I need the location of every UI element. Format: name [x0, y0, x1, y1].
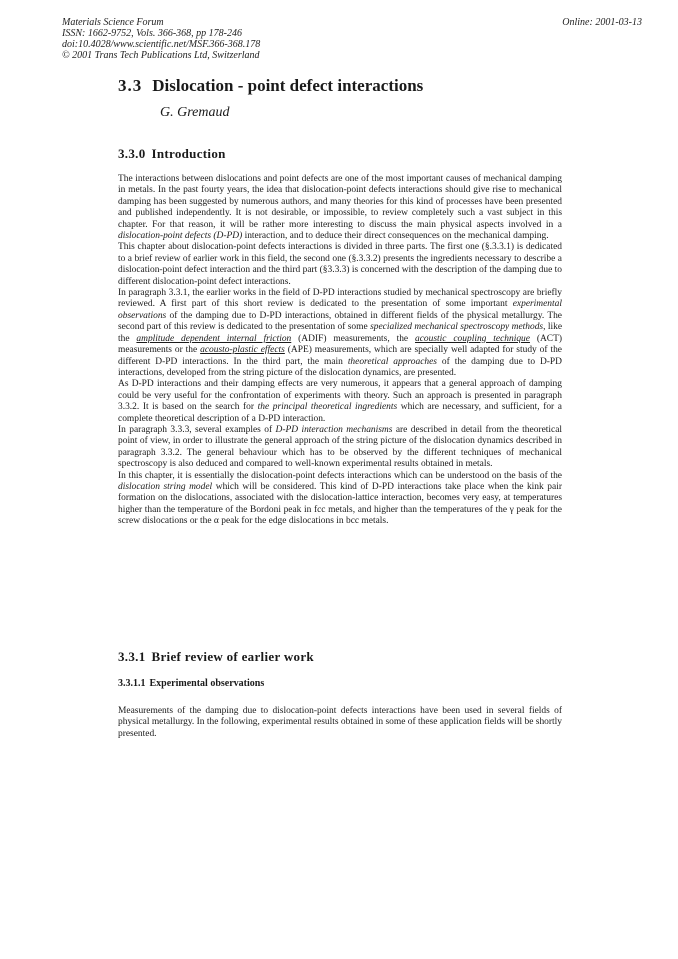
intro-heading-number: 3.3.0 [118, 146, 146, 161]
subsection-number: 3.3.1.1 [118, 678, 146, 689]
intro-paragraph-5: In paragraph 3.3.3, several examples of D-PD interaction mechanisms are described in detail from the theoretical point of view, in order to illustrate the general approach of the string picture of the dislocation dynamics described in paragraph 3.3.2. The general behaviour which has to be observed by the different techniques of mechanical spectroscopy is also deduced and compared to well-known experimental results obtained in metals. [118, 424, 562, 470]
journal-name: Materials Science Forum [62, 17, 164, 28]
intro-heading [118, 146, 226, 162]
review-heading-text: Brief review of earlier work [151, 649, 314, 664]
issn-line: ISSN: 1662-9752, Vols. 366-368, pp 178-246 [62, 28, 242, 39]
copyright-line: © 2001 Trans Tech Publications Ltd, Switzerland [62, 50, 260, 61]
publication-metadata [62, 17, 422, 61]
intro-paragraph-2: This chapter about dislocation-point defects interactions is divided in three parts. The first one (§.3.3.1) is dedicated to a brief review of earlier work in this field, the second one (§.3.3.2) presents the ingredients necessary to describe a dislocation-point defect interaction and the third part (§3.3.3) is concerned with the description of the damping due to different dislocation-point defect interactions. [118, 242, 562, 287]
online-date: Online: 2001-03-13 [562, 17, 642, 28]
intro-paragraph-1: The interactions between dislocations and point defects are one of the most important causes of mechanical damping in metals. In the past fourty years, the idea that dislocation-point defects interactions should give rise to mechanical damping has been suggested by numerous authors, and many theories for this kind of processes have been presented and published independently. It is not desirable, or impossible, to review completely such a vast subject in this chapter. For that reason, it will be rather more interesting to discuss the main physical aspects involved in a dislocation-point defects (D-PD) interaction, and to deduce their direct consequences on the mechanical damping. [118, 174, 562, 242]
intro-paragraph-3: In paragraph 3.3.1, the earlier works in the field of D-PD interactions studied by mechanical spectroscopy are briefly reviewed. A first part of this short review is dedicated to the presentation of some important experimental observations of the damping due to D-PD interactions, obtained in different fields of the physical metallurgy. The second part of this review is dedicated to the presentation of some specialized mechanical spectroscopy methods, like the amplitude dependent internal friction (ADIF) measurements, the acoustic coupling technique (ACT) measurements or the acousto-plastic effects (APE) measurements, which are specially well adapted for study of the different D-PD interactions. In the third part, the main theoretical approaches of the damping due to D-PD interactions, developed from the string picture of the dislocation dynamics, are presented. [118, 288, 563, 378]
review-body [118, 706, 562, 740]
section-title-text: Dislocation - point defect interactions [152, 76, 424, 95]
subsection-title: Experimental observations [149, 678, 265, 689]
experimental-observations-heading [118, 678, 264, 690]
intro-paragraph-6: In this chapter, it is essentially the dislocation-point defects interactions which can be understood on the basis of the dislocation string model which will be considered. This kind of D-PD interactions take place when the kink pair formation on the dislocations, associated with the dislocation-lattice interaction, becomes very easy, at temperatures higher than the temperature of the Bordoni peak in fcc metals, and higher than the temperatures of the γ peak for the screw dislocations or the α peak for the edge dislocations in bcc metals. [118, 470, 562, 527]
review-heading [118, 649, 314, 665]
section-title [118, 76, 423, 96]
section-number: 3.3 [118, 76, 143, 95]
review-heading-number: 3.3.1 [118, 649, 146, 664]
intro-body [118, 174, 562, 528]
review-paragraph-1: Measurements of the damping due to dislocation-point defects interactions have been used in several fields of physical metallurgy. In the following, experimental results obtained in some of these application fields will be shortly presented. [118, 706, 562, 739]
intro-paragraph-4: As D-PD interactions and their damping effects are very numerous, it appears that a general approach of damping could be very useful for the confrontation of experiments with theory. Such an approach is presented in paragraph 3.3.2. It is based on the search for the principal theoretical ingredients which are necessary, and sufficient, for a complete theoretical description of a D-PD interaction. [118, 379, 562, 424]
author-name: G. Gremaud [160, 105, 230, 120]
doi-line[interactable]: doi:10.4028/www.scientific.net/MSF.366-368.178 [62, 39, 261, 50]
intro-heading-text: Introduction [151, 146, 226, 161]
